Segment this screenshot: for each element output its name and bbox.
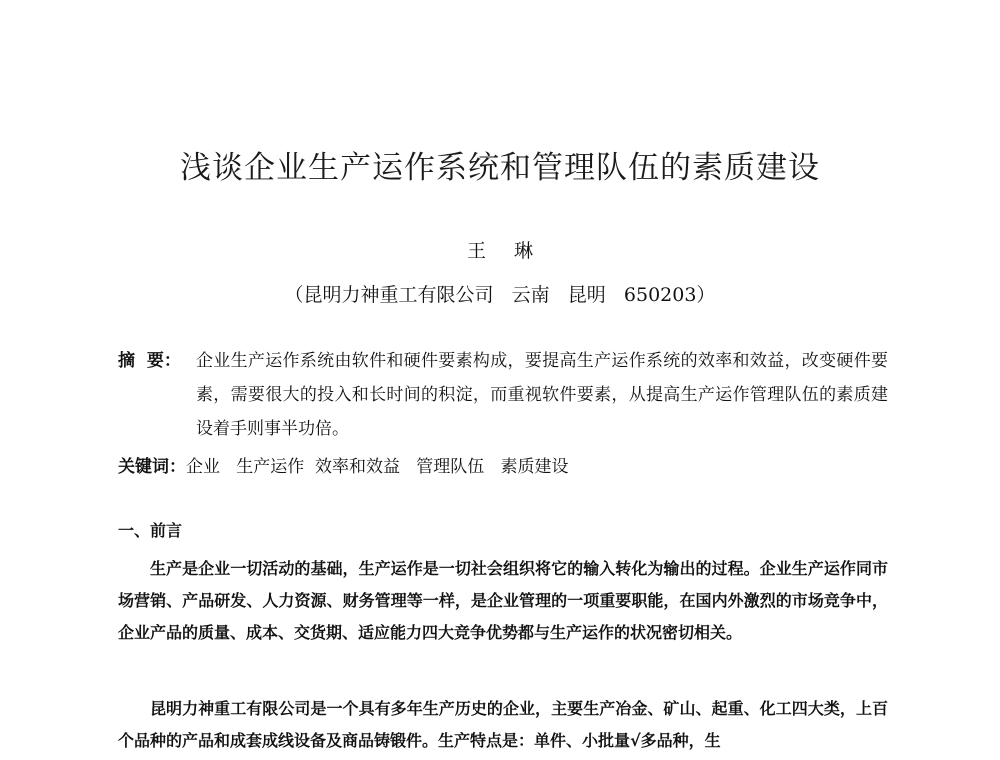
abstract [118,344,888,446]
author-affiliation: （昆明力神重工有限公司 云南 昆明 650203） [284,284,716,306]
keywords [118,452,568,477]
abstract-text: 企业生产运作系统由软件和硬件要素构成，要提高生产运作系统的效率和效益，改变硬件要素，需要很大的投入和长时间的积淀，而重视软件要素，从提高生产运作管理队伍的素质建设着手则事半功倍。 [196,351,888,439]
section-heading-preface: 一、前言 [118,521,183,540]
keywords-text: 企业 生产运作 效率和效益 管理队伍 素质建设 [186,457,569,477]
paper-title: 浅谈企业生产运作系统和管理队伍的素质建设 [180,150,820,186]
author-surname: 王 [466,240,486,262]
abstract-label: 摘 要： [118,351,181,371]
author-name [0,236,1000,263]
author-given-name: 琳 [514,240,534,262]
keywords-label: 关键词： [118,457,186,477]
body-paragraph: 生产是企业一切活动的基础，生产运作是一切社会组织将它的输入转化为输出的过程。企业生产运作同市场营销、产品研发、人力资源、财务管理等一样，是企业管理的一项重要职能，在国内外激烈的市场竞争中，企业产品的质量、成本、交货期、适应能力四大竞争优势都与生产运作的状况密切相关。 [118,559,888,642]
body-paragraph: 昆明力神重工有限公司是一个具有多年生产历史的企业，主要生产冶金、矿山、起重、化工四大类，上百个品种的产品和成套成线设备及商品铸锻件。生产特点是：单件、小批量√多品种，生 [118,699,888,750]
